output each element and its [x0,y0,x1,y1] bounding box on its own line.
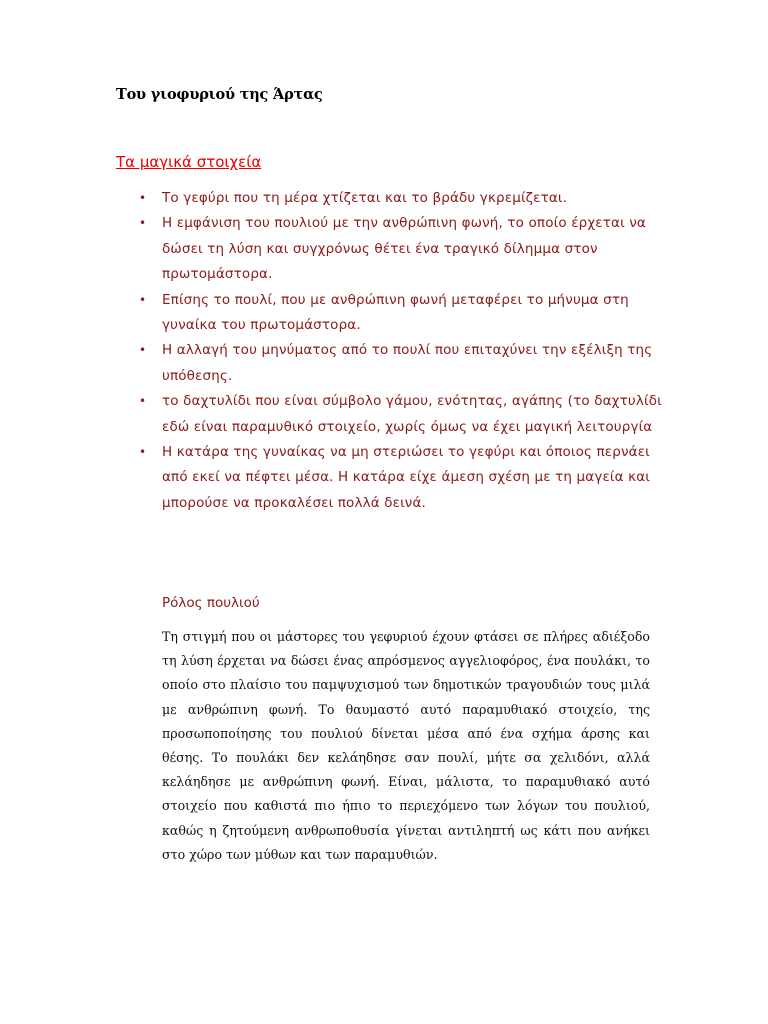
bullet-icon: • [139,343,147,358]
bullet-icon: • [139,216,147,231]
list-item-text: Η κατάρα της γυναίκας να μη στεριώσει το γεφύρι και όποιος περνάει από εκεί να πέφτει μέσα. Η κατάρα είχε άμεση σχέση με τη μαγεία και μπορούσε να προκαλέσει πολλά δεινά. [162,444,650,511]
list-item-text: το δαχτυλίδι που είναι σύμβολο γάμου, ενότητας, αγάπης (το δαχτυλίδι εδώ είναι παραμυθικό στοιχείο, χωρίς όμως να έχει μαγική λειτουργία [162,393,662,435]
body-paragraph: Τη στιγμή που οι μάστορες του γεφυριού έχουν φτάσει σε πλήρες αδιέξοδο τη λύση έρχεται να δώσει ένας απρόσμενος αγγελιοφόρος, ένα πουλάκι, το οποίο στο πλαίσιο του παμψυχισμού των δημοτικών τραγουδιών τους μιλά με ανθρώπινη φωνή. Το θαυμαστό αυτό παραμυθιακό στοιχείο, της προσωποποίησης του πουλιού δίνεται μέσα από ένα σχήμα άρσης και θέσης. Το πουλάκι δεν κελάηδησε σαν πουλί, μήτε σα χελιδόνι, αλλά κελάηδησε με ανθρώπινη φωνή. Είναι, μάλιστα, το παραμυθιακό αυτό στοιχείο που καθιστά πιο ήπιο το περιεχόμενο των λόγων του πουλιού, καθώς η ζητούμενη ανθρωποθυσία γίνεται αντιληπτή ως κάτι που ανήκει στο χώρο των μύθων και των παραμυθιών. [162,629,650,862]
sub-heading-bird-role: Ρόλος πουλιού [162,595,260,611]
bullet-icon: • [139,191,147,205]
list-item-text: Επίσης το πουλί, που με ανθρώπινη φωνή μεταφέρει το μήνυμα στη γυναίκα του πρωτομάστορα. [162,291,629,334]
list-item [0,211,680,287]
list-item [0,389,680,440]
list-item-text: Το γεφύρι που τη μέρα χτίζεται και το βράδυ γκρεμίζεται. [162,190,568,206]
list-item-text: Η αλλαγή του μηνύματος από το πουλί που επιταχύνει την εξέλιξη της υπόθεσης. [162,342,653,384]
list-item [0,186,680,211]
list-item [0,440,680,516]
list-item-text: Η εμφάνιση του πουλιού με την ανθρώπινη φωνή, το οποίο έρχεται να δώσει τη λύση και συγχρόνως θέτει ένα τραγικό δίλημμα στον πρωτομάστορα. [162,215,646,283]
list-item [0,338,680,389]
bullet-icon: • [139,445,147,460]
section-heading-magic-elements: Τα μαγικά στοιχεία [116,153,262,171]
bullet-icon: • [139,292,147,307]
list-item [0,288,680,339]
page-title: Του γιοφυριού της Άρτας [116,86,323,103]
bullet-icon: • [139,394,147,409]
magic-elements-list [0,186,680,516]
